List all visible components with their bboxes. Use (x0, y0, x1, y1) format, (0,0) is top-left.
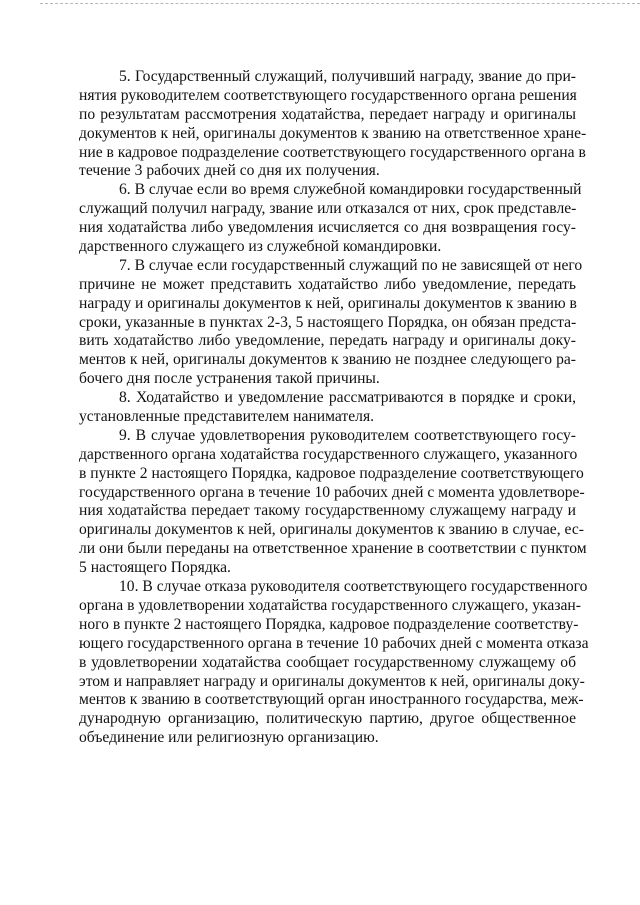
paragraph-line: 10. В случае отказа руководителя соответствующего государственного (119, 578, 588, 596)
paragraph-10 (79, 578, 589, 748)
paragraph-line: служащий получил награду, звание или отказался от них, срок представле- (79, 200, 577, 218)
scan-edge-artifact (40, 3, 640, 5)
paragraph-line: по результатам рассмотрения ходатайства, передает награду и оригиналы (79, 105, 576, 123)
paragraph-line: в удовлетворении ходатайства сообщает государственному служащему об (79, 653, 576, 671)
paragraph-line: вить ходатайство либо уведомление, передать награду и оригиналы доку- (79, 332, 576, 350)
paragraph-line: объединение или религиозную организацию. (79, 729, 379, 747)
paragraph-line: этом и направляет награду и оригиналы документов к ней, оригиналы доку- (79, 672, 585, 690)
paragraph-line: ментов к званию в соответствующий орган иностранного государства, меж- (79, 691, 584, 709)
paragraph-line: 5 настоящего Порядка. (79, 559, 231, 577)
paragraph-line: дарственного органа ходатайства государственного служащего, указанного (79, 445, 578, 463)
paragraph-line: нятия руководителем соответствующего государственного органа решения (79, 86, 577, 104)
paragraph-line: государственного органа в течение 10 рабочих дней с момента удовлетворе- (79, 483, 585, 501)
paragraph-line: 9. В случае удовлетворения руководителем соответствующего госу- (119, 426, 576, 444)
paragraph-6 (79, 181, 582, 257)
paragraph-line: причине не может представить ходатайство либо уведомление, передать (79, 275, 576, 293)
paragraph-line: документов к ней, оригиналы документов к званию на ответственное хране- (79, 124, 587, 142)
paragraph-line: установленные представителем нанимателя. (79, 408, 375, 426)
paragraph-line: сроки, указанные в пунктах 2-3, 5 настоящего Порядка, он обязан предста- (79, 313, 577, 331)
paragraph-line: ющего государственного органа в течение 10 рабочих дней с момента отказа (79, 634, 589, 652)
paragraph-line: ментов к ней, оригиналы документов к званию не позднее следующего ра- (79, 351, 576, 369)
paragraph-line: ного в пункте 2 настоящего Порядка, кадровое подразделение соответству- (79, 615, 579, 633)
paragraph-line: ние в кадровое подразделение соответствующего государственного органа в (79, 143, 586, 161)
paragraph-line: 8. Ходатайство и уведомление рассматриваются в порядке и сроки, (119, 389, 576, 407)
paragraph-7 (79, 256, 583, 389)
document-body (79, 68, 589, 748)
paragraph-line: оригиналы документов к ней, оригиналы документов к званию в случае, ес- (79, 521, 584, 539)
paragraph-5 (79, 68, 587, 181)
paragraph-8 (79, 389, 576, 427)
paragraph-line: течение 3 рабочих дней со дня их получения. (79, 162, 380, 180)
paragraph-line: ния ходатайства передает такому государственному служащему награду и (79, 502, 576, 520)
paragraph-line: в пункте 2 настоящего Порядка, кадровое подразделение соответствующего (79, 464, 584, 482)
paragraph-line: награду и оригиналы документов к ней, оригиналы документов к званию в (79, 294, 577, 312)
paragraph-line: органа в удовлетворении ходатайства государственного служащего, указан- (79, 596, 581, 614)
paragraph-line: бочего дня после устранения такой причины. (79, 370, 380, 388)
paragraph-9 (79, 426, 587, 578)
paragraph-line: 6. В случае если во время служебной командировки государственный (119, 181, 582, 199)
paragraph-line: дународную организацию, политическую партию, другое общественное (79, 710, 576, 728)
paragraph-line: ния ходатайства либо уведомления исчисляется со дня возвращения госу- (79, 219, 576, 237)
paragraph-line: 7. В случае если государственный служащий по не зависящей от него (119, 256, 583, 274)
paragraph-line: ли они были переданы на ответственное хранение в соответствии с пунктом (79, 540, 587, 558)
paragraph-line: дарственного служащего из служебной командировки. (79, 238, 442, 256)
paragraph-line: 5. Государственный служащий, получивший награду, звание до при- (119, 68, 576, 85)
